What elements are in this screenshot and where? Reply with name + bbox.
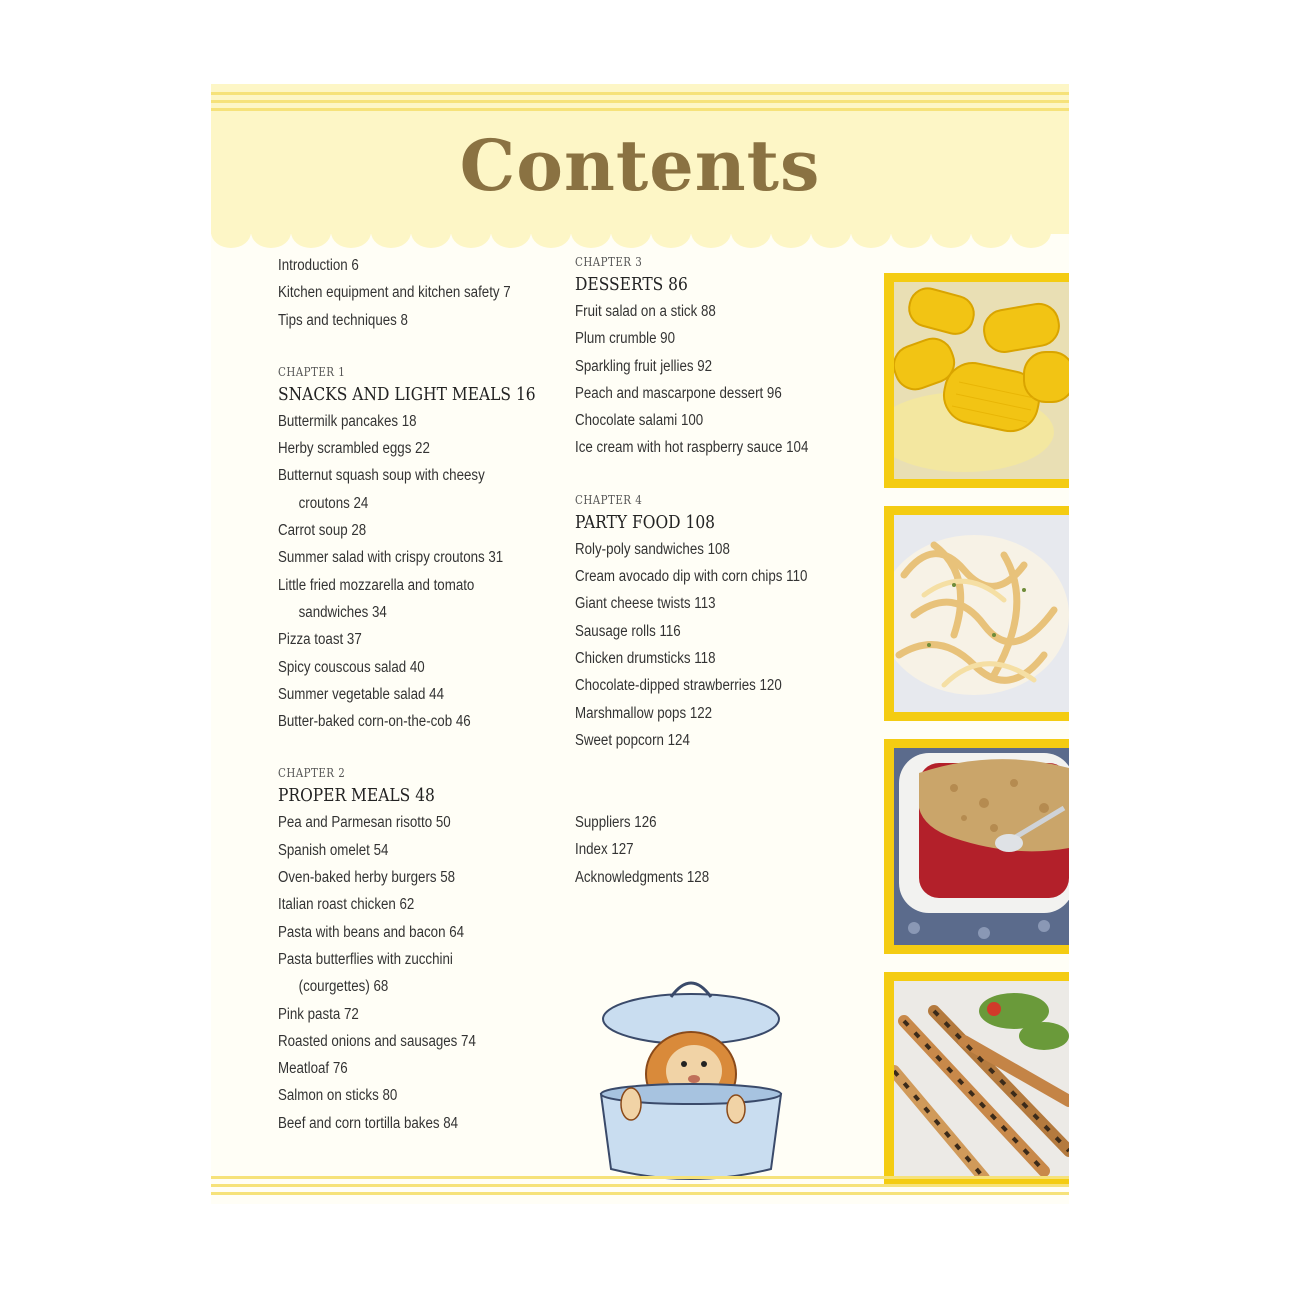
toc-entry[interactable]: Butter-baked corn-on-the-cob 46 xyxy=(278,713,471,731)
toc-entry[interactable]: Acknowledgments 128 xyxy=(575,868,710,886)
corn-image xyxy=(894,282,1069,479)
chapter-1-section xyxy=(278,362,568,736)
lion-in-pot-illustration xyxy=(586,939,791,1184)
toc-entry[interactable]: Sausage rolls 116 xyxy=(575,622,681,640)
toc-entry[interactable]: Spicy couscous salad 40 xyxy=(278,658,425,676)
toc-entry[interactable]: Summer vegetable salad 44 xyxy=(278,685,444,703)
toc-entry[interactable]: Tips and techniques 8 xyxy=(278,311,408,329)
spacer xyxy=(278,334,568,362)
page-title: Contents xyxy=(459,124,821,207)
twists-image xyxy=(894,981,1069,1178)
toc-entry[interactable]: Ice cream with hot raspberry sauce 104 xyxy=(575,439,809,457)
toc-entry[interactable]: Chocolate salami 100 xyxy=(575,412,704,430)
toc-entry[interactable]: Introduction 6 xyxy=(278,257,359,274)
toc-entry[interactable]: Sparkling fruit jellies 92 xyxy=(575,357,713,375)
top-stripe-3 xyxy=(211,108,1069,111)
spacer xyxy=(575,754,875,809)
chapter-label: CHAPTER 3 xyxy=(575,255,643,269)
chapter-2-section xyxy=(278,763,568,1137)
top-stripe-1 xyxy=(211,92,1069,95)
toc-entry[interactable]: Suppliers 126 xyxy=(575,814,657,832)
toc-entry[interactable]: Fruit salad on a stick 88 xyxy=(575,303,716,320)
toc-entry[interactable]: Oven-baked herby burgers 58 xyxy=(278,869,456,887)
toc-entry[interactable]: Little fried mozzarella and tomato xyxy=(278,576,475,594)
toc-entry[interactable]: Pea and Parmesan risotto 50 xyxy=(278,814,451,832)
chapter-label: CHAPTER 4 xyxy=(575,492,643,507)
bottom-stripe-3 xyxy=(211,1192,1069,1195)
toc-entry[interactable]: Roasted onions and sausages 74 xyxy=(278,1032,476,1050)
bottom-stripe-2 xyxy=(211,1184,1069,1187)
toc-entry[interactable]: Roly-poly sandwiches 108 xyxy=(575,540,730,558)
chapter-4-section xyxy=(575,490,875,754)
toc-entry[interactable]: Giant cheese twists 113 xyxy=(575,595,716,613)
toc-entry[interactable]: Pasta with beans and bacon 64 xyxy=(278,923,465,941)
toc-left-column xyxy=(278,252,568,1137)
corn-on-cob-photo xyxy=(884,273,1069,488)
toc-entry-continued[interactable]: (courgettes) 68 xyxy=(298,978,389,996)
chapter-title[interactable]: PARTY FOOD 108 xyxy=(575,511,716,533)
top-stripe-2 xyxy=(211,100,1069,103)
spacer xyxy=(575,462,875,490)
toc-entry-continued[interactable]: croutons 24 xyxy=(298,494,369,512)
toc-entry[interactable]: Index 127 xyxy=(575,841,634,859)
toc-entry[interactable]: Chocolate-dipped strawberries 120 xyxy=(575,677,782,695)
chapter-label: CHAPTER 1 xyxy=(278,364,346,379)
toc-entry[interactable]: Herby scrambled eggs 22 xyxy=(278,440,430,458)
back-matter-list xyxy=(575,809,875,891)
toc-entry-continued[interactable]: sandwiches 34 xyxy=(298,603,387,621)
chapter-title[interactable]: DESSERTS 86 xyxy=(575,274,688,295)
toc-entry[interactable]: Meatloaf 76 xyxy=(278,1060,348,1078)
chapter-label: CHAPTER 2 xyxy=(278,766,346,781)
toc-entry[interactable]: Summer salad with crispy croutons 31 xyxy=(278,549,504,567)
contents-page xyxy=(211,84,1069,1204)
toc-entry[interactable]: Salmon on sticks 80 xyxy=(278,1087,398,1105)
toc-entry[interactable]: Carrot soup 28 xyxy=(278,522,367,540)
chapter-title[interactable]: PROPER MEALS 48 xyxy=(278,785,435,807)
toc-right-column xyxy=(575,252,875,891)
toc-entry[interactable]: Spanish omelet 54 xyxy=(278,841,389,859)
cheese-twists-photo xyxy=(884,972,1069,1187)
pasta-image xyxy=(894,515,1069,712)
toc-entry[interactable]: Buttermilk pancakes 18 xyxy=(278,412,417,430)
toc-entry[interactable]: Marshmallow pops 122 xyxy=(575,704,713,722)
toc-entry[interactable]: Cream avocado dip with corn chips 110 xyxy=(575,568,808,586)
toc-entry[interactable]: Butternut squash soup with cheesy xyxy=(278,467,485,485)
toc-entry[interactable]: Pasta butterflies with zucchini xyxy=(278,950,453,968)
toc-entry[interactable]: Chicken drumsticks 118 xyxy=(575,649,716,667)
toc-entry[interactable]: Plum crumble 90 xyxy=(575,330,676,348)
toc-entry[interactable]: Italian roast chicken 62 xyxy=(278,896,415,914)
spacer xyxy=(278,735,568,763)
bottom-stripe-1 xyxy=(211,1176,1069,1179)
toc-entry[interactable]: Pizza toast 37 xyxy=(278,631,362,649)
plum-crumble-photo xyxy=(884,739,1069,954)
chapter-title[interactable]: SNACKS AND LIGHT MEALS 16 xyxy=(278,383,536,405)
toc-entry[interactable]: Beef and corn tortilla bakes 84 xyxy=(278,1114,459,1132)
intro-list xyxy=(278,252,568,334)
chapter-3-section xyxy=(575,252,875,462)
crumble-image xyxy=(894,748,1069,945)
toc-entry[interactable]: Peach and mascarpone dessert 96 xyxy=(575,384,782,402)
toc-entry[interactable]: Sweet popcorn 124 xyxy=(575,731,690,749)
toc-entry[interactable]: Pink pasta 72 xyxy=(278,1005,359,1023)
toc-entry[interactable]: Kitchen equipment and kitchen safety 7 xyxy=(278,284,511,302)
pasta-photo xyxy=(884,506,1069,721)
